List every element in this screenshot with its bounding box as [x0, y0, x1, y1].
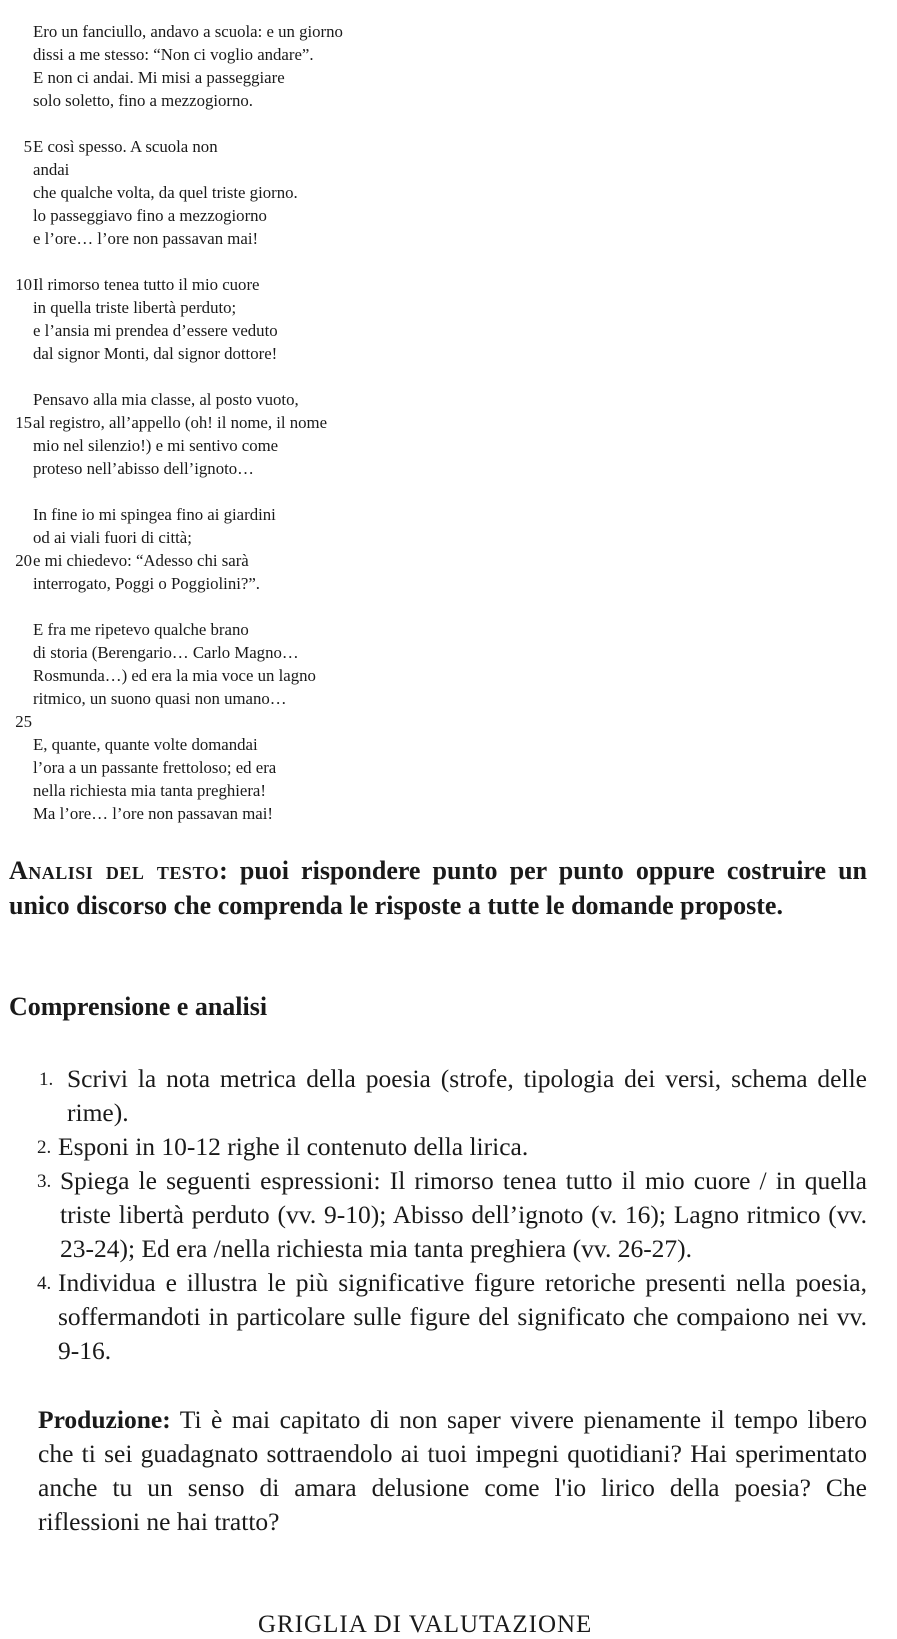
- question-number: 2.: [37, 1137, 52, 1158]
- poem-line: [0, 503, 420, 526]
- verse-text: l’ora a un passante frettoloso; ed era: [33, 758, 277, 777]
- poem-line: [0, 733, 420, 756]
- verse-text: Il rimorso tenea tutto il mio cuore: [33, 275, 260, 294]
- poem-line: [0, 66, 420, 89]
- verse-text: al registro, all’appello (oh! il nome, il nome: [33, 413, 328, 432]
- poem-line: [0, 250, 420, 273]
- verse-text: E non ci andai. Mi misi a passeggiare: [33, 68, 285, 87]
- production-label: Produzione:: [38, 1405, 171, 1434]
- verse-number: 15: [15, 413, 32, 432]
- verse-text: che qualche volta, da quel triste giorno.: [33, 183, 298, 202]
- verse-text: dal signor Monti, dal signor dottore!: [33, 344, 278, 363]
- poem-line: [0, 273, 420, 296]
- verse-text: in quella triste libertà perduto;: [33, 298, 237, 317]
- poem-line: [0, 158, 420, 181]
- previous-heading-fragment: [360, 0, 560, 4]
- poem-line: [0, 480, 420, 503]
- question-text: Individua e illustra le più significative figure retoriche presenti nella poesia, soffermandoti in particolare sulle figure del significato che compaiono nei vv. 9-16.: [58, 1268, 867, 1365]
- verse-text: solo soletto, fino a mezzogiorno.: [33, 91, 253, 110]
- poem-line: [0, 434, 420, 457]
- poem-line: [0, 296, 420, 319]
- poem-line: [0, 342, 420, 365]
- poem: [0, 20, 420, 825]
- poem-line: [0, 549, 420, 572]
- verse-text: od ai viali fuori di città;: [33, 528, 192, 547]
- question-number: 3.: [37, 1171, 52, 1192]
- verse-text: Rosmunda…) ed era la mia voce un lagno: [33, 666, 316, 685]
- poem-line: [0, 411, 420, 434]
- poem-line: [0, 779, 420, 802]
- poem-line: [0, 802, 420, 825]
- poem-line: [0, 204, 420, 227]
- verse-text: dissi a me stesso: “Non ci voglio andare”.: [33, 45, 314, 64]
- verse-number: 5: [23, 137, 32, 156]
- poem-line: [0, 365, 420, 388]
- verse-text: e l’ore… l’ore non passavan mai!: [33, 229, 259, 248]
- question-text: Scrivi la nota metrica della poesia (strofe, tipologia dei versi, schema delle rime).: [67, 1064, 867, 1127]
- poem-line: [0, 457, 420, 480]
- verse-text: E così spesso. A scuola non: [33, 137, 218, 156]
- poem-line: [0, 687, 420, 710]
- verse-text: interrogato, Poggi o Poggiolini?”.: [33, 574, 260, 593]
- verse-text: e mi chiedevo: “Adesso chi sarà: [33, 551, 249, 570]
- question-item: [0, 1062, 867, 1130]
- verse-text: ritmico, un suono quasi non umano…: [33, 689, 287, 708]
- question-item: [0, 1266, 867, 1368]
- verse-text: mio nel silenzio!) e mi sentivo come: [33, 436, 279, 455]
- poem-line: [0, 572, 420, 595]
- poem-line: [0, 181, 420, 204]
- poem-line: [0, 595, 420, 618]
- verse-number: 20: [15, 551, 32, 570]
- verse-text: andai: [33, 160, 70, 179]
- analysis-text: : puoi rispondere punto per punto oppure costruire un unico discorso che comprenda le risposte a tutte le domande proposte.: [9, 856, 868, 920]
- poem-line: [0, 112, 420, 135]
- verse-number: 25: [15, 712, 32, 731]
- poem-line: [0, 618, 420, 641]
- verse-text: nella richiesta mia tanta preghiera!: [33, 781, 266, 800]
- analysis-instructions: [9, 853, 867, 923]
- verse-text: Ero un fanciullo, andavo a scuola: e un giorno: [33, 22, 343, 41]
- poem-line: [0, 388, 420, 411]
- verse-text: proteso nell’abisso dell’ignoto…: [33, 459, 254, 478]
- poem-line: [0, 43, 420, 66]
- question-text: Esponi in 10-12 righe il contenuto della lirica.: [58, 1132, 529, 1161]
- verse-text: di storia (Berengario… Carlo Magno…: [33, 643, 299, 662]
- verse-text: E fra me ripetevo qualche brano: [33, 620, 249, 639]
- production-prompt: [38, 1403, 867, 1539]
- poem-line: [0, 756, 420, 779]
- production-text: Ti è mai capitato di non saper vivere pienamente il tempo libero che ti sei guadagnato sottraendolo ai tuoi impegni quotidiani? Hai sperimentato anche tu un senso di amara delusione come l'io lirico della poesia? Che riflessioni ne hai tratto?: [38, 1405, 867, 1536]
- verse-text: Pensavo alla mia classe, al posto vuoto,: [33, 390, 299, 409]
- poem-line: [0, 135, 420, 158]
- poem-line: [0, 664, 420, 687]
- poem-line: [0, 526, 420, 549]
- question-list: [0, 1062, 867, 1368]
- poem-line: [0, 319, 420, 342]
- grading-grid-title: GRIGLIA DI VALUTAZIONE: [258, 1611, 593, 1638]
- question-number: 4.: [37, 1273, 52, 1294]
- poem-line: [0, 710, 420, 733]
- verse-text: lo passeggiavo fino a mezzogiorno: [33, 206, 267, 225]
- poem-line: [0, 641, 420, 664]
- question-number: 1.: [39, 1069, 54, 1090]
- verse-text: Ma l’ore… l’ore non passavan mai!: [33, 804, 273, 823]
- verse-text: e l’ansia mi prendea d’essere veduto: [33, 321, 278, 340]
- poem-line: [0, 20, 420, 43]
- analysis-label: Analisi del testo: [9, 856, 220, 885]
- question-text: Spiega le seguenti espressioni: Il rimorso tenea tutto il mio cuore / in quella triste libertà perduto (vv. 9-10); Abisso dell’ignoto (v. 16); Lagno ritmico (vv. 23-24); Ed era /nella richiesta mia tanta preghiera (vv. 26-27).: [60, 1166, 867, 1263]
- question-item: [0, 1130, 867, 1164]
- verse-text: E, quante, quante volte domandai: [33, 735, 258, 754]
- question-item: [0, 1164, 867, 1266]
- poem-line: [0, 227, 420, 250]
- verse-number: 10: [15, 275, 32, 294]
- comprehension-title: Comprensione e analisi: [9, 992, 268, 1021]
- poem-line: [0, 89, 420, 112]
- verse-text: In fine io mi spingea fino ai giardini: [33, 505, 276, 524]
